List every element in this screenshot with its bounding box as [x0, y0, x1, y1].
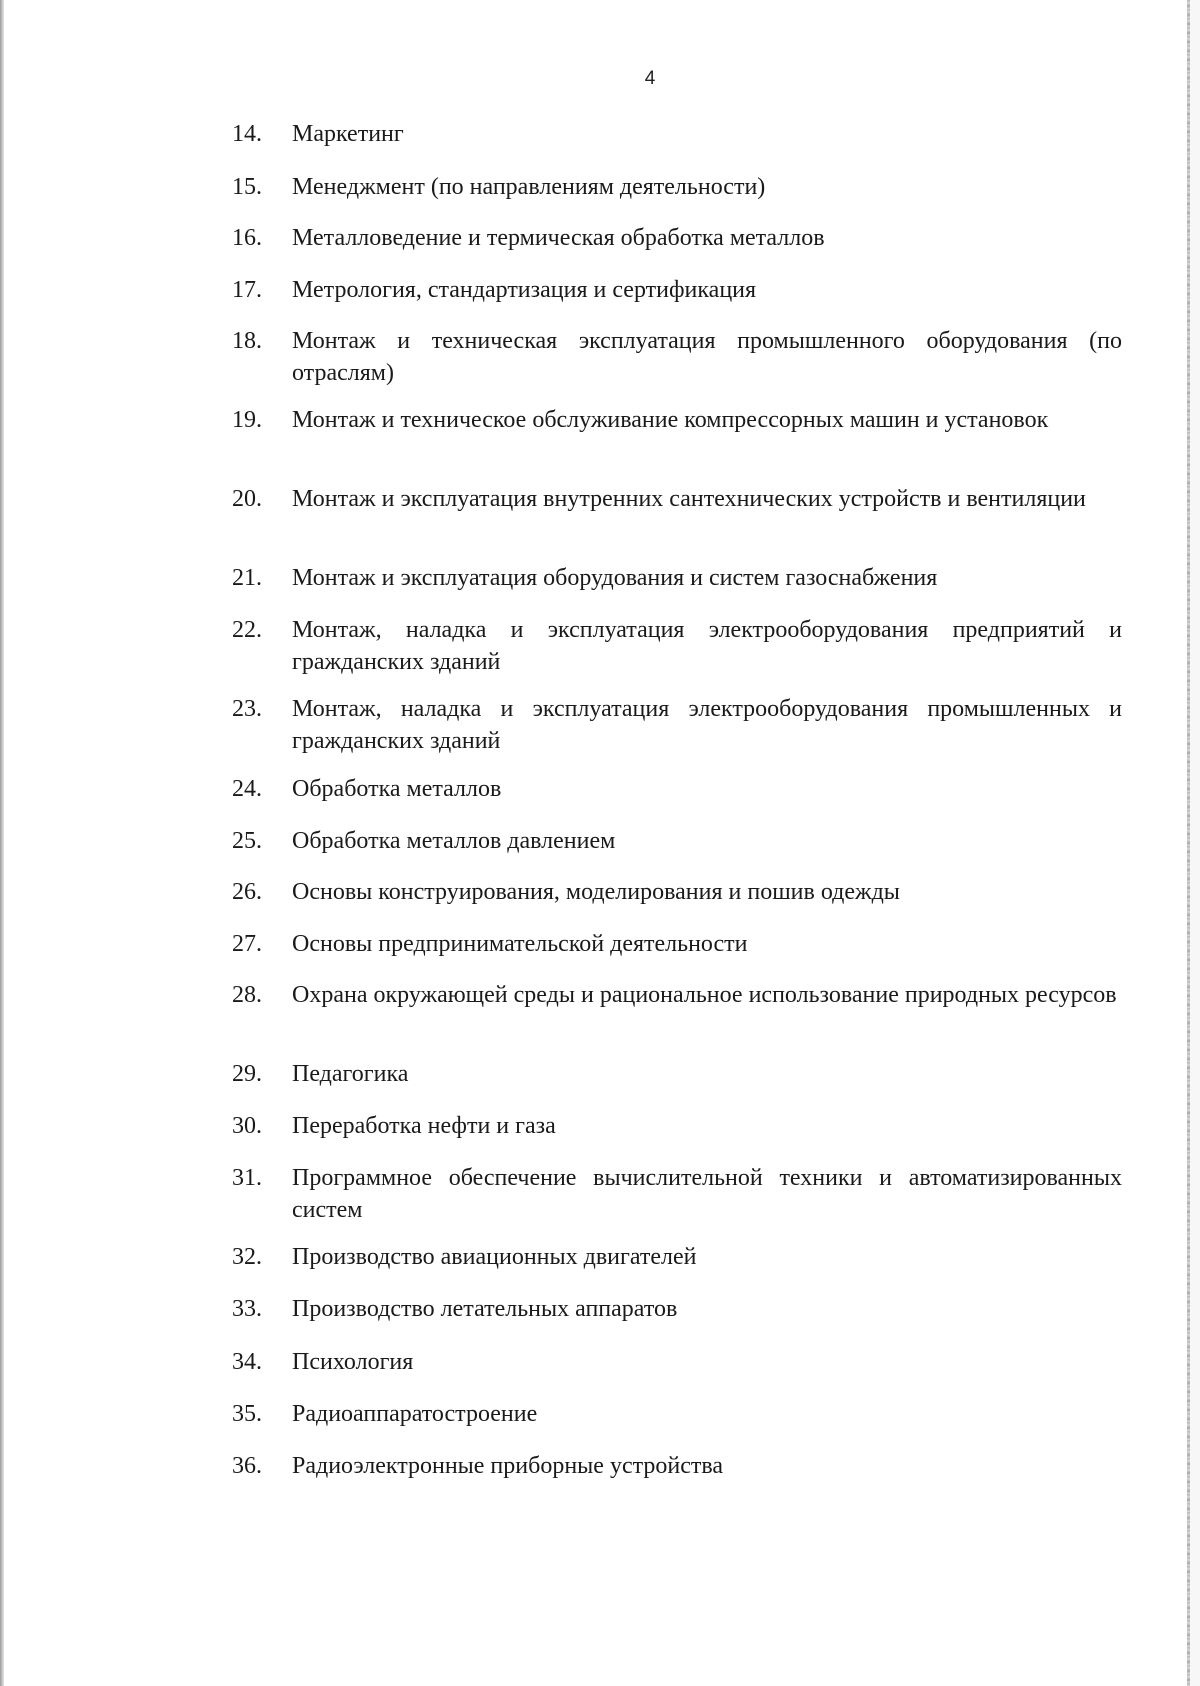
list-item-number: 28.: [232, 982, 262, 1008]
list-item: [232, 773, 1122, 805]
list-item: [232, 1293, 1122, 1325]
list-item-text: Охрана окружающей среды и рациональное использование природных ресурсов: [292, 982, 1117, 1008]
page-number: 4: [644, 68, 656, 89]
list-item-text: Программное обеспечение вычислительной техники и автоматизированных систем: [292, 1165, 1122, 1223]
list-item-number: 16.: [232, 225, 262, 251]
list-item-text: Менеджмент (по направлениям деятельности): [292, 174, 766, 200]
scan-edge-left: [0, 0, 4, 1686]
list-item-number: 29.: [232, 1061, 262, 1087]
list-item: [232, 876, 1122, 908]
list-item-number: 32.: [232, 1244, 262, 1270]
list-item: [232, 118, 1122, 150]
list-item: [232, 1110, 1122, 1142]
list-item-number: 22.: [232, 617, 262, 643]
list-item: [232, 1398, 1122, 1430]
list-item-number: 25.: [232, 828, 262, 854]
list-item: [232, 222, 1122, 254]
list-item: [232, 825, 1122, 857]
list-item-number: 31.: [232, 1165, 262, 1191]
list-item: [232, 562, 1122, 594]
list-item-number: 27.: [232, 931, 262, 957]
list-item-text: Обработка металлов давлением: [292, 828, 616, 854]
list-item: [232, 325, 1122, 389]
list-item-text: Металловедение и термическая обработка металлов: [292, 225, 825, 251]
list-item-number: 19.: [232, 407, 262, 433]
list-item-text: Монтаж и техническое обслуживание компрессорных машин и установок: [292, 407, 1049, 433]
list-item-number: 17.: [232, 277, 262, 303]
list-item-number: 18.: [232, 328, 262, 354]
list-item: [232, 274, 1122, 306]
list-item-text: Основы предпринимательской деятельности: [292, 931, 748, 957]
list-item-number: 33.: [232, 1296, 262, 1322]
list-item: [232, 979, 1122, 1011]
list-item-text: Маркетинг: [292, 121, 404, 147]
list-item-number: 30.: [232, 1113, 262, 1139]
list-item-number: 36.: [232, 1453, 262, 1479]
list-item: [232, 1162, 1122, 1226]
list-item-number: 35.: [232, 1401, 262, 1427]
list-item-number: 15.: [232, 174, 262, 200]
list-item: [232, 1058, 1122, 1090]
list-item: [232, 693, 1122, 757]
list-item-text: Производство летательных аппаратов: [292, 1296, 678, 1322]
list-item-text: Обработка металлов: [292, 776, 502, 802]
list-item-number: 26.: [232, 879, 262, 905]
list-item-number: 24.: [232, 776, 262, 802]
list-item-text: Основы конструирования, моделирования и пошив одежды: [292, 879, 900, 905]
list-item-text: Радиоаппаратостроение: [292, 1401, 538, 1427]
list-item-text: Монтаж и техническая эксплуатация промышленного оборудования (по отраслям): [292, 328, 1122, 386]
list-item-text: Монтаж и эксплуатация внутренних сантехнических устройств и вентиляции: [292, 486, 1086, 512]
list-item: [232, 1241, 1122, 1273]
list-item: [232, 404, 1122, 436]
list-item-number: 23.: [232, 696, 262, 722]
list-item: [232, 1346, 1122, 1378]
scan-edge-right: [1187, 0, 1190, 1686]
list-item-text: Монтаж и эксплуатация оборудования и систем газоснабжения: [292, 565, 938, 591]
list-item-text: Радиоэлектронные приборные устройства: [292, 1453, 724, 1479]
list-item: [232, 928, 1122, 960]
list-item-number: 20.: [232, 486, 262, 512]
scan-margin-right: [1190, 0, 1200, 1686]
list-item-text: Педагогика: [292, 1061, 409, 1087]
list-item-number: 21.: [232, 565, 262, 591]
list-item-text: Переработка нефти и газа: [292, 1113, 556, 1139]
list-item-text: Монтаж, наладка и эксплуатация электрооборудования предприятий и гражданских зданий: [292, 617, 1122, 675]
list-item-text: Монтаж, наладка и эксплуатация электрооборудования промышленных и гражданских зданий: [292, 696, 1122, 754]
list-item-number: 14.: [232, 121, 262, 147]
list-item-number: 34.: [232, 1349, 262, 1375]
list-item-text: Метрология, стандартизация и сертификация: [292, 277, 757, 303]
list-item: [232, 614, 1122, 678]
list-item: [232, 1450, 1122, 1482]
list-item: [232, 483, 1122, 515]
list-item-text: Производство авиационных двигателей: [292, 1244, 697, 1270]
list-item-text: Психология: [292, 1349, 414, 1375]
list-item: [232, 171, 1122, 203]
